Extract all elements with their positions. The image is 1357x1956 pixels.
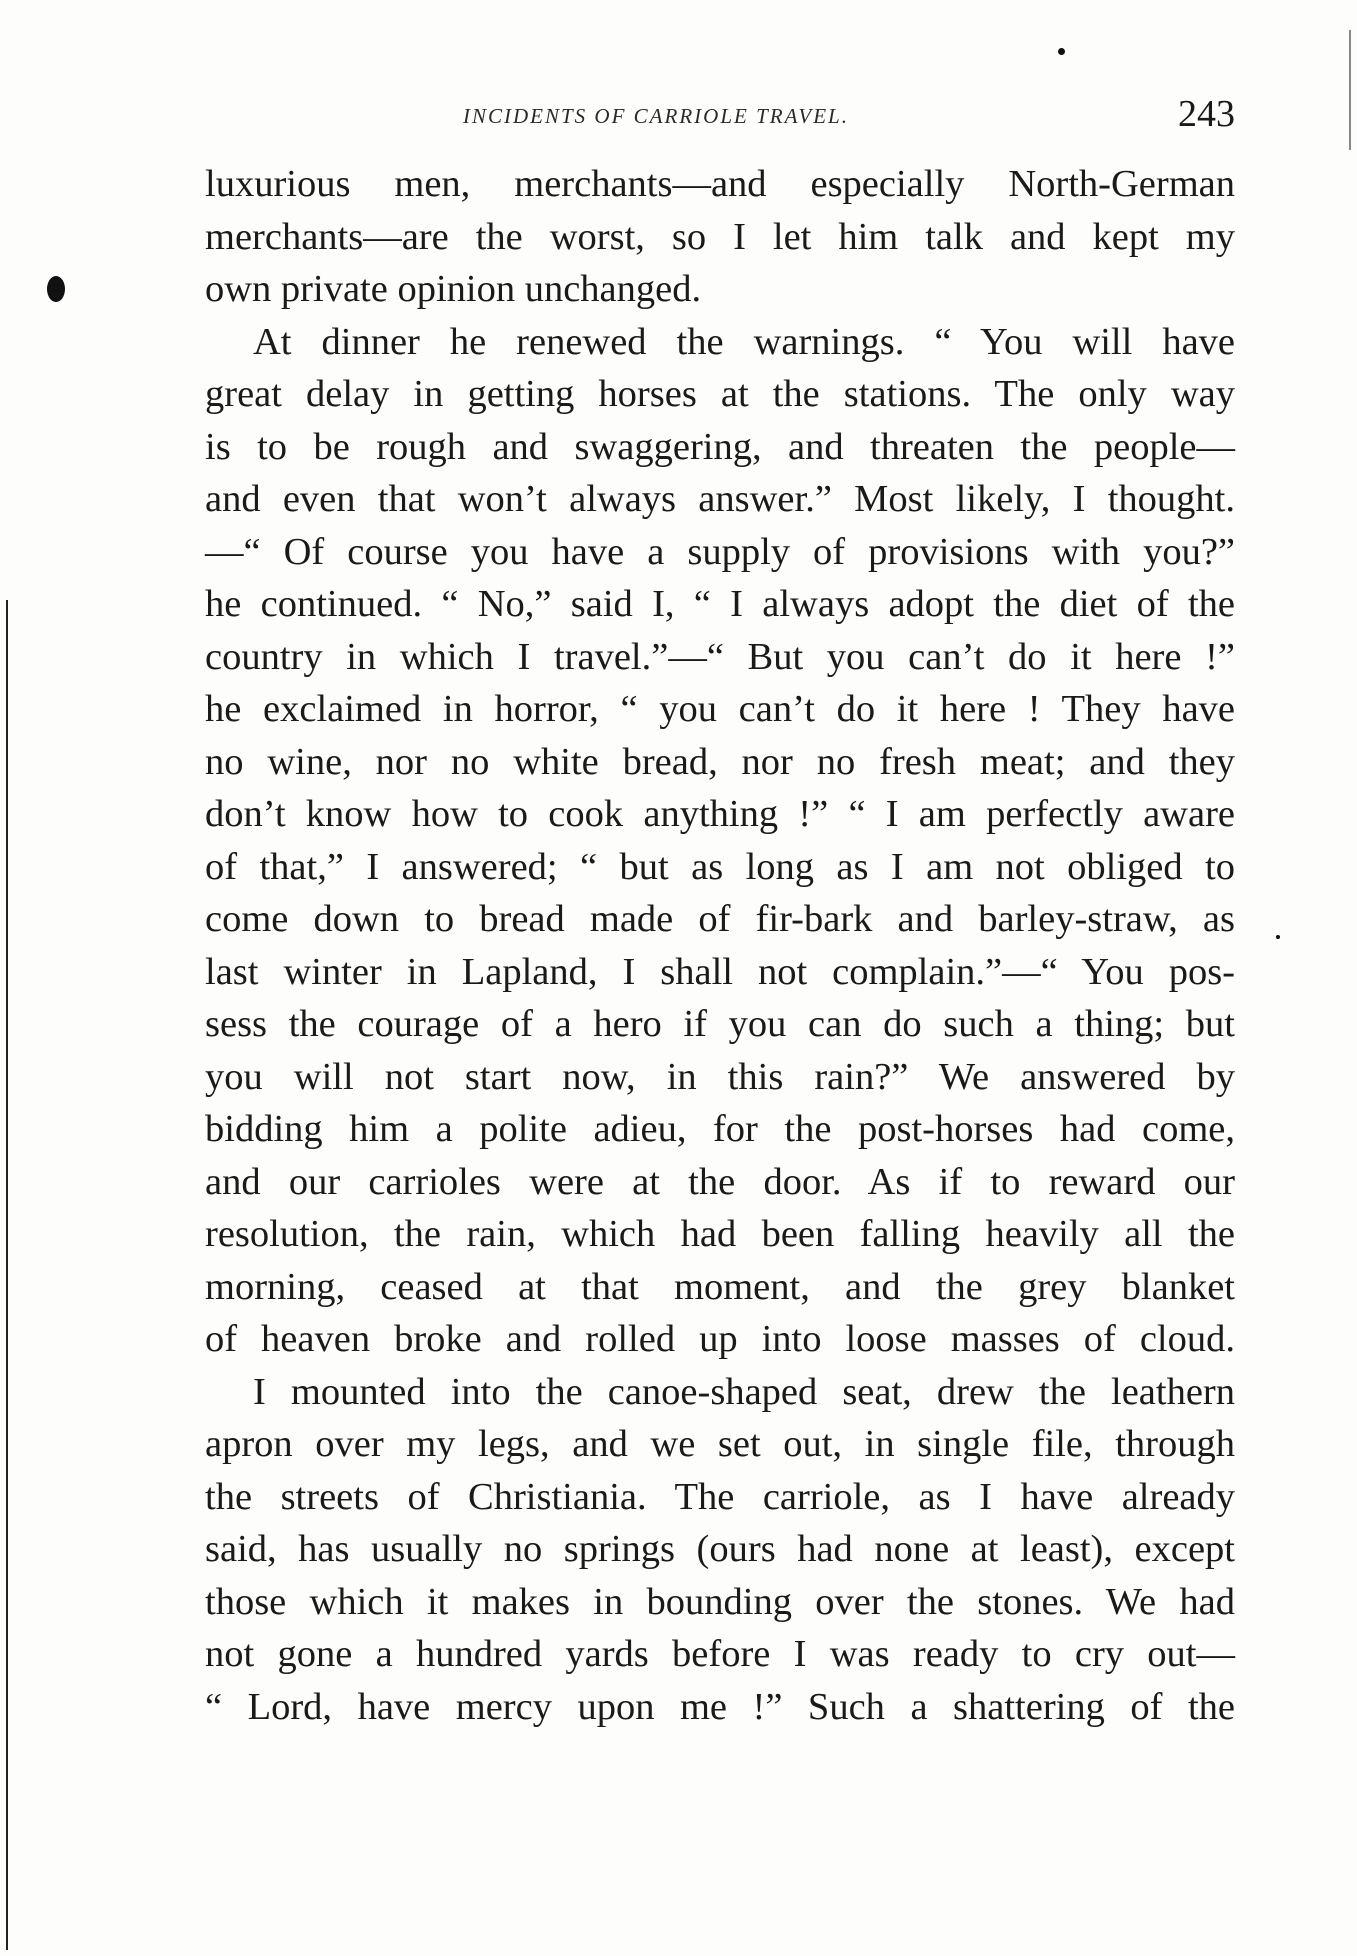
scan-edge-line (1349, 30, 1351, 150)
scan-speck (1058, 48, 1065, 55)
text-line: apron over my legs, and we set out, in single file, through (205, 1423, 1235, 1465)
text-line: country in which I travel.”—“ But you can’t do it here !” (205, 635, 1235, 678)
paragraph-3 (205, 1366, 1235, 1734)
text-line: you will not start now, in this rain?” We answered by (205, 1055, 1235, 1098)
text-line: and even that won’t always answer.” Most likely, I thought. (205, 478, 1235, 520)
text-line: of heaven broke and rolled up into loose masses of cloud. (205, 1318, 1235, 1360)
text-line: —“ Of course you have a supply of provisions with you?” (205, 530, 1235, 573)
text-line: morning, ceased at that moment, and the grey blanket (205, 1265, 1235, 1308)
text-line: those which it makes in bounding over the stones. We had (205, 1580, 1235, 1623)
text-line: sess the courage of a hero if you can do such a thing; but (205, 1003, 1235, 1045)
text-line: of that,” I answered; “ but as long as I am not obliged to (205, 845, 1235, 888)
text-line: not gone a hundred yards before I was ready to cry out— (205, 1633, 1235, 1675)
text-line: merchants—are the worst, so I let him talk and kept my (205, 215, 1235, 258)
paragraph-2 (205, 316, 1235, 1366)
text-line: own private opinion unchanged. (205, 268, 702, 310)
text-line: the streets of Christiania. The carriole, as I have already (205, 1475, 1235, 1518)
text-line: no wine, nor no white bread, nor no fresh meat; and they (205, 740, 1235, 783)
text-line: resolution, the rain, which had been falling heavily all the (205, 1213, 1235, 1255)
paragraph-1 (205, 158, 1235, 316)
text-line: “ Lord, have mercy upon me !” Such a shattering of the (205, 1685, 1235, 1728)
scan-speck (47, 276, 65, 302)
scan-speck (1276, 935, 1280, 939)
body-text (205, 158, 1235, 1733)
text-line: luxurious men, merchants—and especially North-German (205, 163, 1235, 205)
text-line: last winter in Lapland, I shall not complain.”—“ You pos- (205, 950, 1235, 993)
running-head (205, 93, 1235, 146)
text-line: great delay in getting horses at the stations. The only way (205, 373, 1235, 415)
text-line: said, has usually no springs (ours had none at least), except (205, 1528, 1235, 1570)
text-line: he continued. “ No,” said I, “ I always adopt the diet of the (205, 583, 1235, 625)
text-line: I mounted into the canoe-shaped seat, drew the leathern (253, 1370, 1235, 1413)
running-title: INCIDENTS OF CARRIOLE TRAVEL. (463, 104, 849, 128)
text-line: don’t know how to cook anything !” “ I am perfectly aware (205, 793, 1235, 835)
text-line: At dinner he renewed the warnings. “ You will have (253, 320, 1235, 363)
text-line: is to be rough and swaggering, and threaten the people— (205, 425, 1235, 468)
text-line: bidding him a polite adieu, for the post-horses had come, (205, 1108, 1235, 1150)
scan-edge-line (6, 600, 8, 1950)
text-line: and our carrioles were at the door. As if to reward our (205, 1160, 1235, 1203)
text-line: he exclaimed in horror, “ you can’t do it here ! They have (205, 688, 1235, 730)
page-number: 243 (1178, 93, 1235, 135)
text-line: come down to bread made of fir-bark and barley-straw, as (205, 898, 1235, 940)
